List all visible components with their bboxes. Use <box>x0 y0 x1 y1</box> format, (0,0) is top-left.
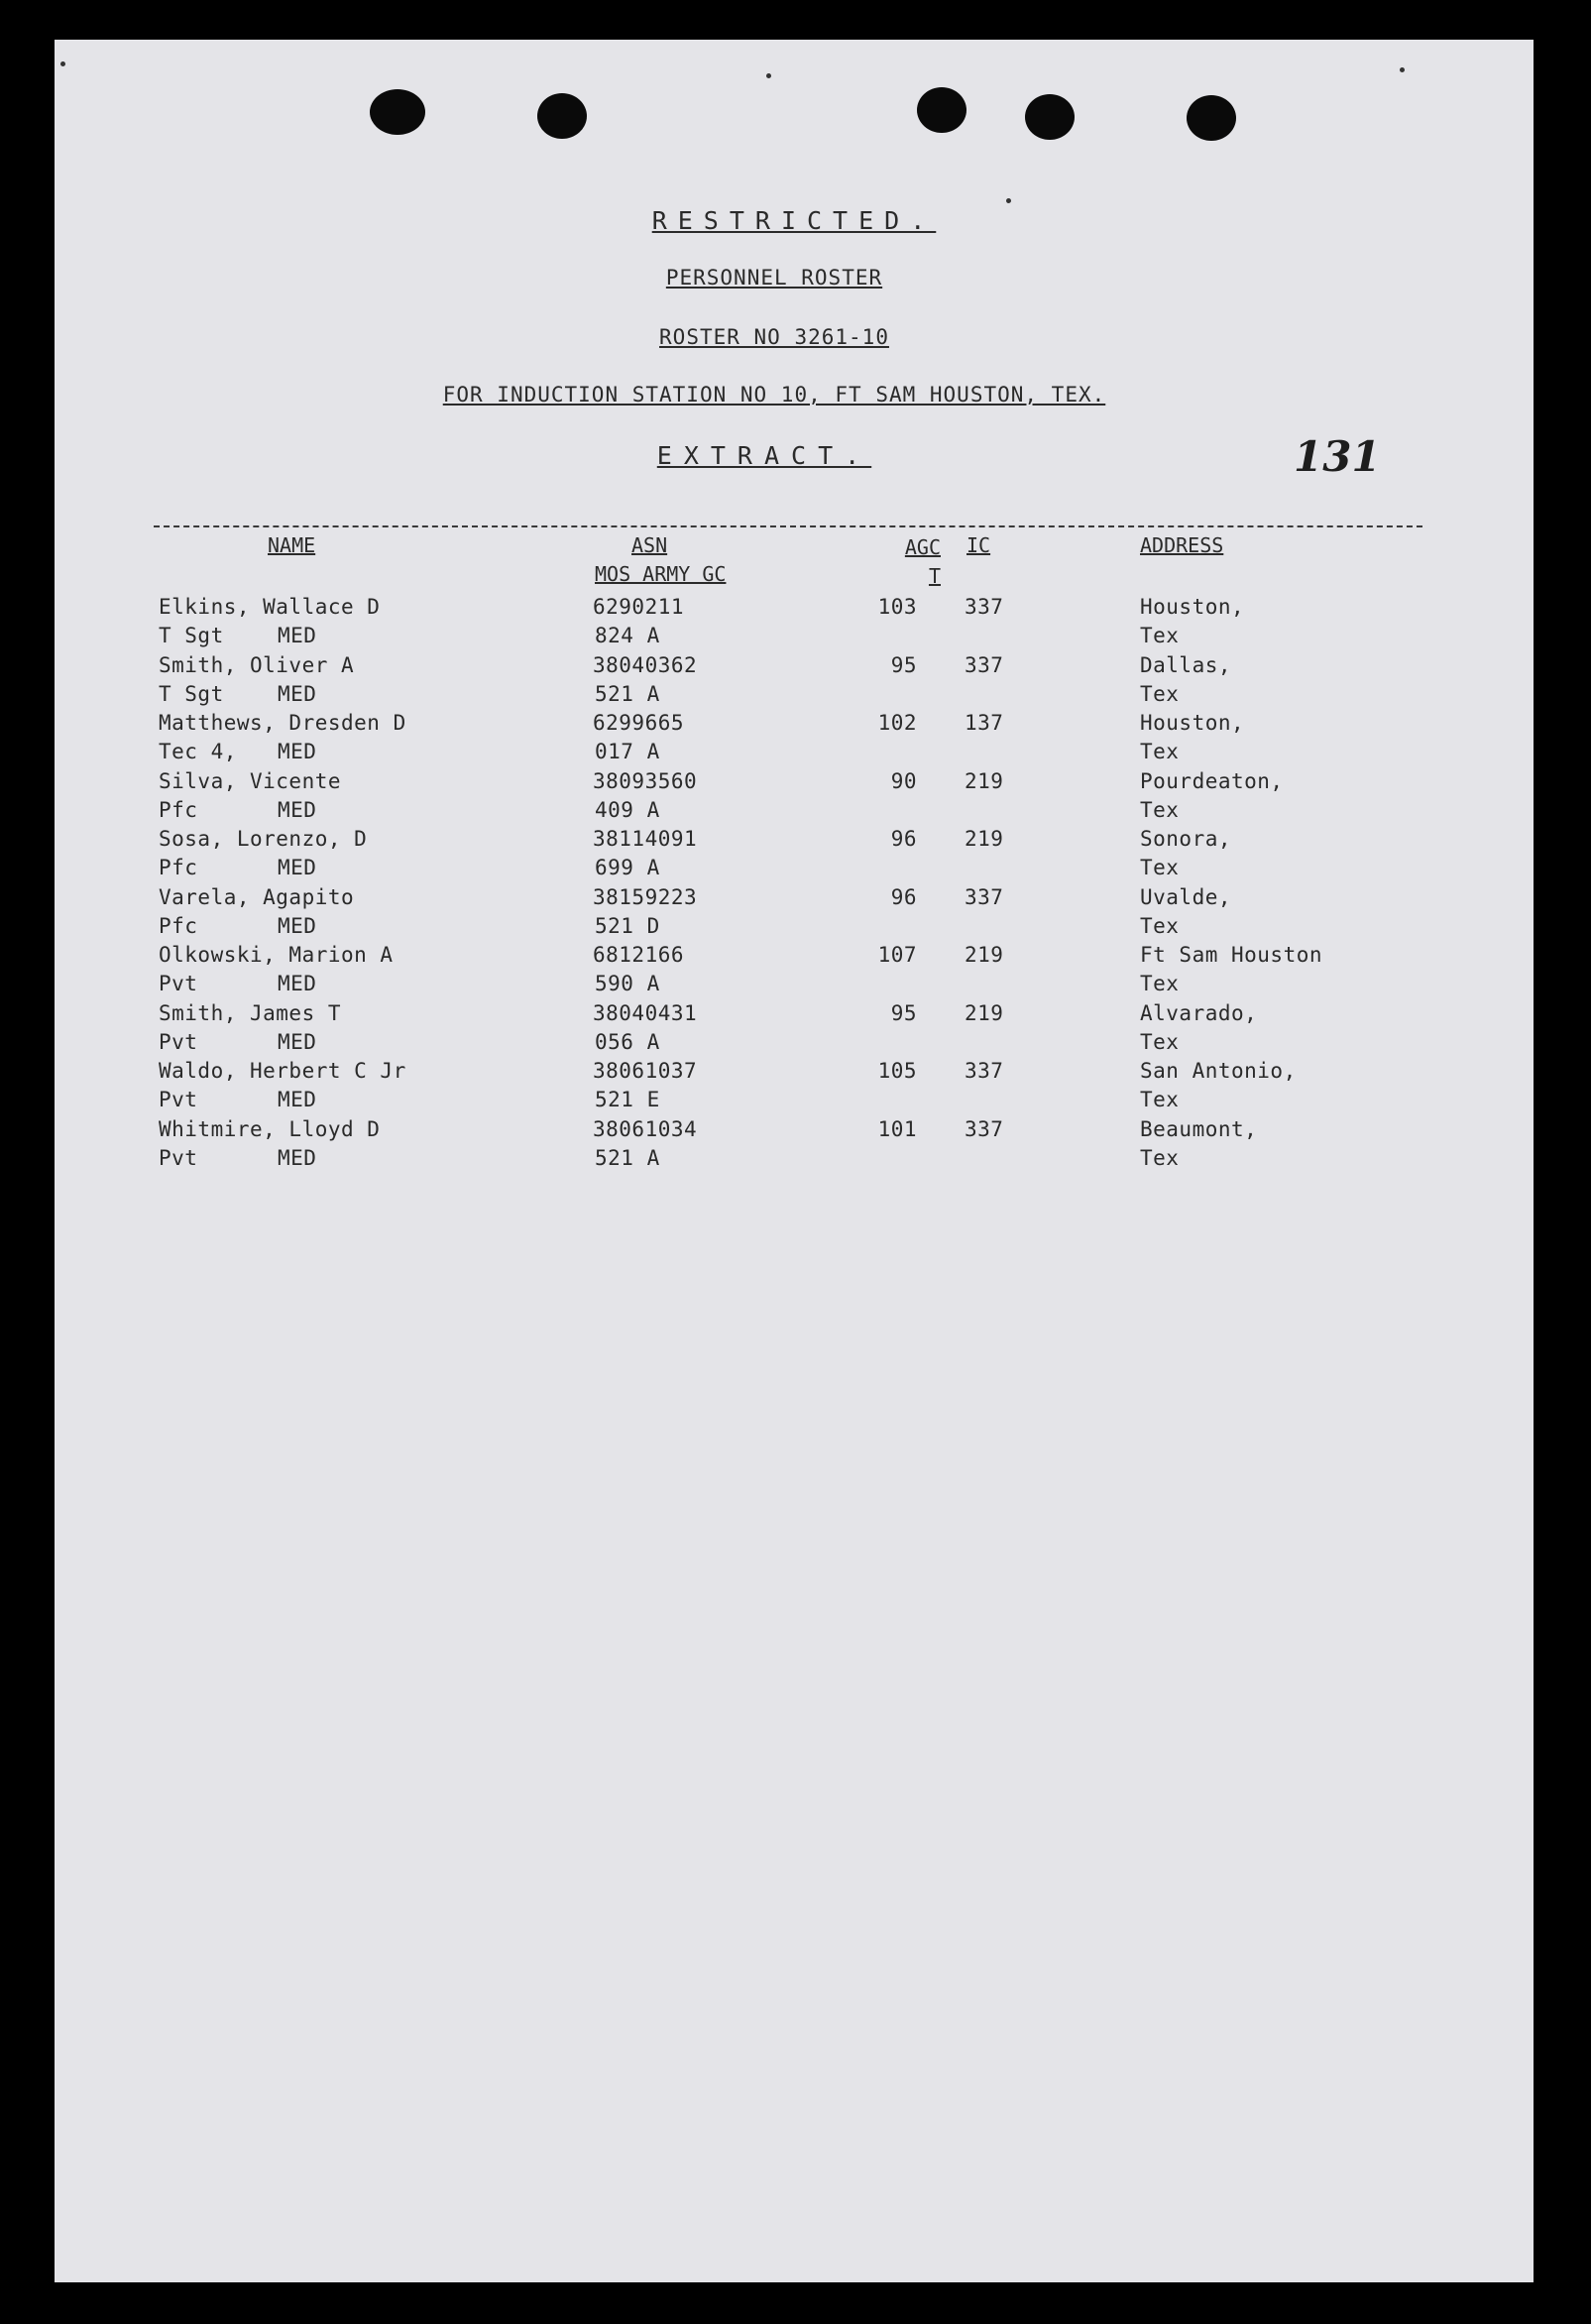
name-cell: Silva, Vicente <box>159 768 342 793</box>
arm-cell: MED <box>278 740 317 763</box>
ic-cell: 337 <box>965 595 1004 619</box>
agct-cell: 105 <box>877 1059 917 1083</box>
arm-cell: MED <box>278 856 317 879</box>
punch-hole <box>917 87 966 133</box>
grade-cell: T Sgt <box>159 681 224 706</box>
grade-cell: Pvt <box>159 1145 198 1170</box>
state-cell: Tex <box>1140 1145 1180 1170</box>
city-cell: Sonora, <box>1140 827 1232 851</box>
mos-cell: 699 A <box>595 856 660 879</box>
state-cell: Tex <box>1140 1088 1180 1111</box>
grade-cell: Pfc <box>159 913 198 938</box>
table-row <box>55 1001 1534 1059</box>
city-cell: San Antonio, <box>1140 1059 1297 1083</box>
asn-cell: 38040362 <box>593 652 698 677</box>
name-cell: Smith, James T <box>159 1000 342 1025</box>
station-heading: FOR INDUCTION STATION NO 10, FT SAM HOUSTON, TEX. <box>442 383 1106 407</box>
name-cell: Varela, Agapito <box>159 884 355 909</box>
agct-cell: 101 <box>877 1116 917 1141</box>
city-cell: Beaumont, <box>1140 1116 1258 1141</box>
roster-number-heading: ROSTER NO 3261-10 <box>659 325 889 349</box>
name-cell: Olkowski, Marion A <box>159 943 394 967</box>
arm-cell: MED <box>278 972 317 995</box>
state-cell: Tex <box>1140 856 1180 879</box>
ic-cell: 137 <box>965 711 1004 735</box>
asn-cell: 38061037 <box>593 1059 698 1083</box>
mos-cell: 409 A <box>595 797 660 822</box>
grade-cell: Pfc <box>159 856 198 879</box>
asn-cell: 6812166 <box>593 943 685 967</box>
table-row <box>55 595 1534 652</box>
state-cell: Tex <box>1140 624 1180 647</box>
arm-cell: MED <box>278 1029 317 1054</box>
state-cell: Tex <box>1140 740 1180 763</box>
ic-cell: 337 <box>965 884 1004 909</box>
document-page <box>55 40 1534 2282</box>
grade-cell: Pvt <box>159 972 198 995</box>
mos-cell: 521 A <box>595 1145 660 1170</box>
grade-cell: Pvt <box>159 1088 198 1111</box>
arm-cell: MED <box>278 913 317 938</box>
state-cell: Tex <box>1140 797 1180 822</box>
speck <box>766 73 771 78</box>
asn-cell: 38040431 <box>593 1000 698 1025</box>
agct-cell: 96 <box>890 884 917 909</box>
punch-hole <box>370 89 425 135</box>
name-cell: Matthews, Dresden D <box>159 711 406 735</box>
agct-cell: 90 <box>890 768 917 793</box>
table-row <box>55 653 1534 711</box>
mos-cell: 590 A <box>595 972 660 995</box>
column-header-name: NAME <box>268 533 316 557</box>
city-cell: Uvalde, <box>1140 884 1232 909</box>
table-row <box>55 1059 1534 1116</box>
speck <box>1006 198 1011 203</box>
grade-cell: T Sgt <box>159 624 224 647</box>
ic-cell: 219 <box>965 827 1004 851</box>
extract-heading: EXTRACT. <box>656 441 872 470</box>
table-row <box>55 1117 1534 1175</box>
personnel-roster-heading: PERSONNEL ROSTER <box>665 266 883 290</box>
mos-cell: 056 A <box>595 1029 660 1054</box>
arm-cell: MED <box>278 797 317 822</box>
name-cell: Whitmire, Lloyd D <box>159 1116 381 1141</box>
speck <box>60 61 65 66</box>
grade-cell: Tec 4, <box>159 740 237 763</box>
city-cell: Houston, <box>1140 595 1245 619</box>
restricted-heading: RESTRICTED. <box>651 206 937 235</box>
arm-cell: MED <box>278 624 317 647</box>
asn-cell: 6290211 <box>593 595 685 619</box>
punch-hole <box>1025 94 1075 140</box>
ic-cell: 219 <box>965 943 1004 967</box>
agct-cell: 102 <box>877 711 917 735</box>
ic-cell: 337 <box>965 1059 1004 1083</box>
asn-cell: 38061034 <box>593 1116 698 1141</box>
mos-cell: 521 E <box>595 1088 660 1111</box>
column-header-agct: AGCT <box>904 535 941 588</box>
column-header-address: ADDRESS <box>1140 533 1224 557</box>
asn-cell: 6299665 <box>593 711 685 735</box>
column-header-asn: ASN <box>631 533 668 557</box>
agct-cell: 95 <box>890 1000 917 1025</box>
page-number: 131 <box>1294 432 1381 481</box>
header-divider <box>154 525 1422 527</box>
name-cell: Elkins, Wallace D <box>159 595 381 619</box>
arm-cell: MED <box>278 681 317 706</box>
agct-cell: 103 <box>877 595 917 619</box>
grade-cell: Pvt <box>159 1029 198 1054</box>
punch-hole <box>1187 95 1236 141</box>
asn-cell: 38114091 <box>593 827 698 851</box>
ic-cell: 219 <box>965 1000 1004 1025</box>
city-cell: Ft Sam Houston <box>1140 943 1323 967</box>
agct-cell: 107 <box>877 943 917 967</box>
arm-cell: MED <box>278 1145 317 1170</box>
asn-cell: 38093560 <box>593 768 698 793</box>
speck <box>1400 67 1405 72</box>
mos-cell: 521 A <box>595 681 660 706</box>
column-header-ic: IC <box>966 533 991 557</box>
mos-cell: 521 D <box>595 913 660 938</box>
table-row <box>55 885 1534 943</box>
state-cell: Tex <box>1140 681 1180 706</box>
city-cell: Alvarado, <box>1140 1000 1258 1025</box>
asn-cell: 38159223 <box>593 884 698 909</box>
mos-cell: 017 A <box>595 740 660 763</box>
name-cell: Waldo, Herbert C Jr <box>159 1059 406 1083</box>
column-header-mos: MOS ARMY GC <box>595 562 727 586</box>
mos-cell: 824 A <box>595 624 660 647</box>
ic-cell: 219 <box>965 768 1004 793</box>
ic-cell: 337 <box>965 652 1004 677</box>
state-cell: Tex <box>1140 913 1180 938</box>
agct-cell: 96 <box>890 827 917 851</box>
city-cell: Dallas, <box>1140 652 1232 677</box>
table-row <box>55 827 1534 884</box>
grade-cell: Pfc <box>159 797 198 822</box>
agct-cell: 95 <box>890 652 917 677</box>
table-row <box>55 769 1534 827</box>
arm-cell: MED <box>278 1088 317 1111</box>
name-cell: Sosa, Lorenzo, D <box>159 827 368 851</box>
ic-cell: 337 <box>965 1116 1004 1141</box>
state-cell: Tex <box>1140 972 1180 995</box>
table-row <box>55 711 1534 768</box>
punch-hole <box>537 93 587 139</box>
city-cell: Houston, <box>1140 711 1245 735</box>
table-row <box>55 943 1534 1000</box>
state-cell: Tex <box>1140 1029 1180 1054</box>
name-cell: Smith, Oliver A <box>159 652 355 677</box>
city-cell: Pourdeaton, <box>1140 768 1284 793</box>
